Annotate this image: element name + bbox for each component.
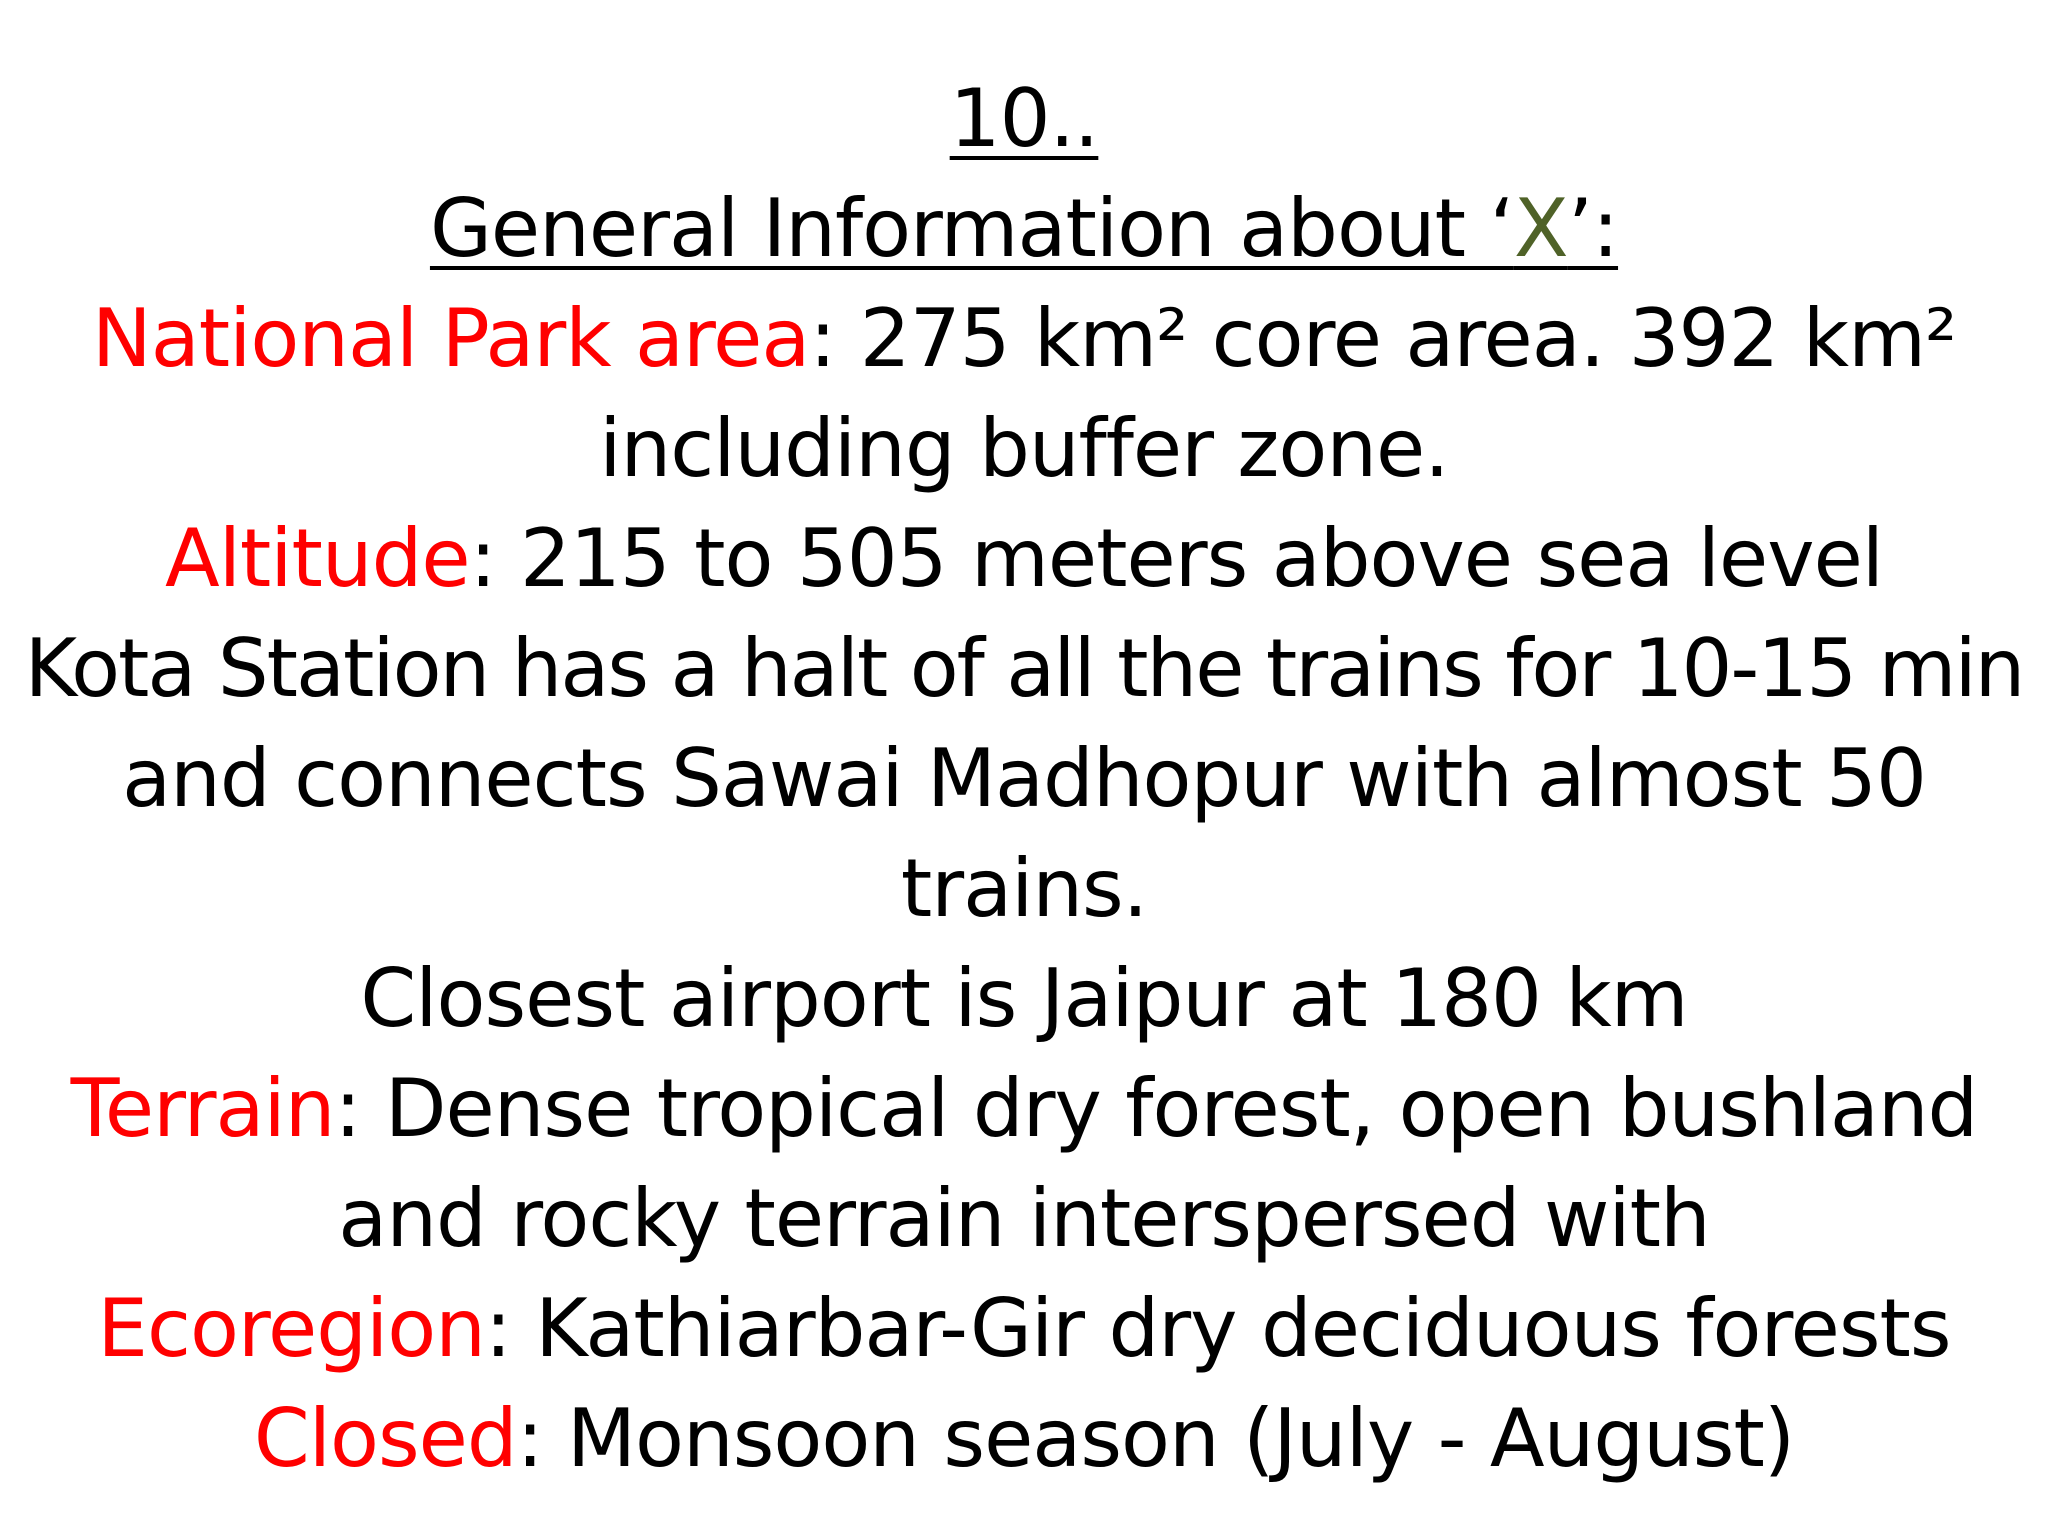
airport-text: Closest airport is Jaipur at 180 km bbox=[360, 952, 1688, 1045]
park-area-label: National Park area bbox=[91, 292, 810, 385]
park-area-line-2 bbox=[0, 394, 2048, 504]
title-variable: X bbox=[1513, 182, 1568, 275]
altitude-text: : 215 to 505 meters above sea level bbox=[469, 512, 1884, 605]
kota-line-3 bbox=[0, 834, 2048, 944]
airport-line bbox=[0, 944, 2048, 1054]
terrain-line-1 bbox=[0, 1054, 2048, 1164]
kota-line-1 bbox=[0, 614, 2048, 724]
kota-text-2: and connects Sawai Madhopur with almost 50 bbox=[122, 732, 1926, 825]
kota-text-1: Kota Station has a halt of all the trains for 10-15 min bbox=[24, 622, 2024, 715]
ecoregion-line bbox=[0, 1274, 2048, 1384]
slide-title bbox=[0, 174, 2048, 284]
title-suffix: ’: bbox=[1567, 182, 1619, 275]
park-area-text: : 275 km² core area. 392 km² bbox=[809, 292, 1957, 385]
closed-text: : Monsoon season (July - August) bbox=[516, 1392, 1795, 1485]
slide-number-text: 10.. bbox=[949, 72, 1099, 165]
terrain-label: Terrain bbox=[70, 1062, 335, 1155]
altitude-label: Altitude bbox=[164, 512, 470, 605]
terrain-line-2 bbox=[0, 1164, 2048, 1274]
ecoregion-text: : Kathiarbar-Gir dry deciduous forests bbox=[484, 1282, 1951, 1375]
altitude-line bbox=[0, 504, 2048, 614]
closed-line bbox=[0, 1384, 2048, 1494]
terrain-text-continued: and rocky terrain interspersed with bbox=[338, 1172, 1710, 1265]
ecoregion-label: Ecoregion bbox=[97, 1282, 485, 1375]
kota-line-2 bbox=[0, 724, 2048, 834]
park-area-text-continued: including buffer zone. bbox=[599, 402, 1449, 495]
closed-label: Closed bbox=[253, 1392, 517, 1485]
park-area-line-1 bbox=[0, 284, 2048, 394]
terrain-text: : Dense tropical dry forest, open bushland bbox=[334, 1062, 1978, 1155]
title-prefix: General Information about ‘ bbox=[429, 182, 1514, 275]
slide-number-heading bbox=[0, 64, 2048, 174]
kota-text-3: trains. bbox=[900, 842, 1148, 935]
